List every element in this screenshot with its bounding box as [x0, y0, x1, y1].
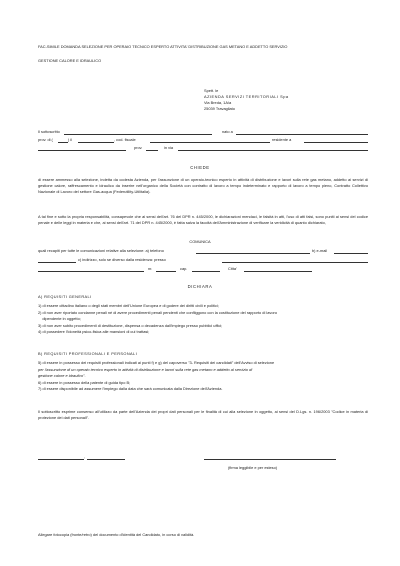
section-general-requirements: A) REQUISITI GENERALI	[38, 294, 92, 299]
paragraph-request: di essere ammesso alla selezione, indetta da codesta Azienda, per l'assunzione di un operaio-tecnico esperto in attività di distribuzione e lavori sulla rete gas metano, addetto ai servizi di gestione calore, raffrescamento e idraulico da inserire nell'organico della Società con contratto di lavoro a tempo indeterminato e rapporto di lavoro a tempo pieno, Contratto Collettivo Nazionale di Lavoro del settore Gas-acqua (Federutility-Utilitalia).	[38, 177, 368, 195]
label-residente: residente a	[272, 137, 292, 142]
heading-dichiara: DICHIARA	[187, 284, 213, 289]
recipient-company: AZIENDA SERVIZI TERRITORIALI Spa	[204, 94, 289, 99]
contact-nr-label: nr.	[148, 266, 153, 271]
recipient-city: 25039 Travagliato	[204, 106, 235, 111]
list-item: 2) di non aver riportato condanne penali né di avere procedimenti penali pendenti che confliggono con la costituzione del rapporto di lavoro	[38, 309, 277, 315]
list-item: 3) di non aver subito procedimenti di destituzione, dispensa o decadenza dall'impiego presso pubblici uffici;	[38, 322, 223, 328]
list-item: 6) di essere in possesso della patente di guida tipo B;	[38, 379, 131, 385]
field-phone-line	[196, 253, 310, 254]
field-address-cont-line	[38, 271, 144, 272]
recipient-salutation: Spett. le	[204, 88, 219, 93]
general-requirements-list	[38, 303, 277, 336]
list-item: gestione calore e idraulico".	[38, 373, 86, 378]
recipient-street: Via Breda, 1A/a	[204, 100, 232, 105]
document-title-line2: GESTIONE CALORE E IDRAULICO	[38, 58, 102, 63]
label-sottoscritto: Il sottoscritto	[38, 129, 60, 134]
field-prov2-line	[146, 150, 158, 151]
list-item: 5) di essere in possesso dei requisiti professionali indicati ai punti f) e g) del capoverso "3- Requisiti dei candidati" dell'Avviso di selezione	[38, 360, 275, 365]
contact-line2-label: c) indirizzo, solo se diverso dalla residenza: presso	[78, 257, 166, 262]
label-prov2: prov.	[134, 145, 143, 150]
field-name-line	[64, 134, 212, 135]
field-city2-line	[244, 271, 312, 272]
section-professional-requirements: B) REQUISITI PROFESSIONALI E PERSONALI	[38, 351, 138, 356]
signature-caption: (firma leggibile e per esteso)	[228, 465, 278, 470]
professional-requirements-list	[38, 360, 274, 393]
field-nr-line	[156, 271, 176, 272]
heading-comunica: COMUNICA	[189, 239, 211, 244]
document-title-line1: FAC-SIMILE DOMANDA SELEZIONE PER OPERAIO TECNICO ESPERTO ATTIVITA' DISTRIBUZIONE GAS METANO E ADDETTO SERVIZIO	[38, 44, 288, 49]
paragraph-privacy-consent: Il sottoscritto esprime consenso all'utilizzo da parte dell'Azienda dei propri dati personali per le finalità di cui alla selezione in oggetto, ai sensi del D.Lgs. n. 196/2003 "Codice in materia di protezione dei dati personali".	[38, 409, 368, 421]
list-item: 7) di essere disponibile ad assumere l'impiego dalla data che sarà comunicata dalla Direzione dell'Azienda.	[38, 386, 223, 391]
footer-note: Allegare fotocopia (fronte/retro) del documento d'identità del Candidato, in corso di validità.	[38, 532, 195, 537]
place-date-comma: ,	[84, 454, 86, 459]
label-in-via: in via	[164, 145, 174, 150]
label-cod-fiscale: , cod. fiscale	[114, 137, 136, 142]
list-item: per l'assunzione di un operaio tecnico esperto in attività di distribuzione e lavori sulla rete gas metano e addetto al servizio di	[38, 366, 253, 372]
place-line	[38, 459, 84, 460]
signature-line	[204, 459, 336, 460]
contact-city-label: Citta'	[228, 266, 237, 271]
label-prov: prov. di (	[38, 137, 53, 142]
field-prov-line	[58, 142, 68, 143]
field-email-line	[334, 253, 368, 254]
field-birthdate-line	[78, 142, 114, 143]
contact-email-label: b) e-mail	[312, 248, 328, 253]
list-item: 1) di essere cittadino italiano o degli stati membri dell'Unione Europea e di godere dei diritti civili e politici;	[38, 303, 219, 308]
field-city-line	[38, 150, 126, 151]
field-birthplace-line	[236, 134, 368, 135]
field-fiscal-code-line	[150, 142, 270, 143]
label-il: ) il	[68, 137, 73, 142]
contact-line1-label: quali recapiti per tutte le comunicazioni relative alla selezione: a) telefono	[38, 248, 164, 253]
field-email-cont-line	[38, 262, 76, 263]
list-item: 4) di possedere l'idoneità psico-fisica alle mansioni di cui trattasi;	[38, 329, 150, 334]
field-address-line	[222, 262, 368, 263]
paragraph-declaration-intro: A tal fine e sotto la propria responsabilità, consapevole che ai sensi dell'art. 76 del DPR n. 445/2000, le dichiarazioni mendaci, le falsità in atti, l'uso di atti falsi, sono puniti ai sensi del codice penale e delle leggi in materia e che, ai sensi dell'art. 71 del DPR n. 445/2000, è fatta salva la facoltà dell'Amministrazione di verificare la veridicità di quanto dichiarato,	[38, 214, 368, 226]
contact-cap-label: cap.	[180, 266, 188, 271]
field-cap-line	[192, 271, 220, 272]
field-street-line	[178, 150, 368, 151]
label-nato-a: nato a	[222, 129, 233, 134]
list-item: dipendente in oggetto;	[38, 316, 81, 321]
heading-chiede: CHIEDE	[190, 165, 210, 170]
date-line	[87, 459, 125, 460]
field-residence-line	[304, 142, 368, 143]
